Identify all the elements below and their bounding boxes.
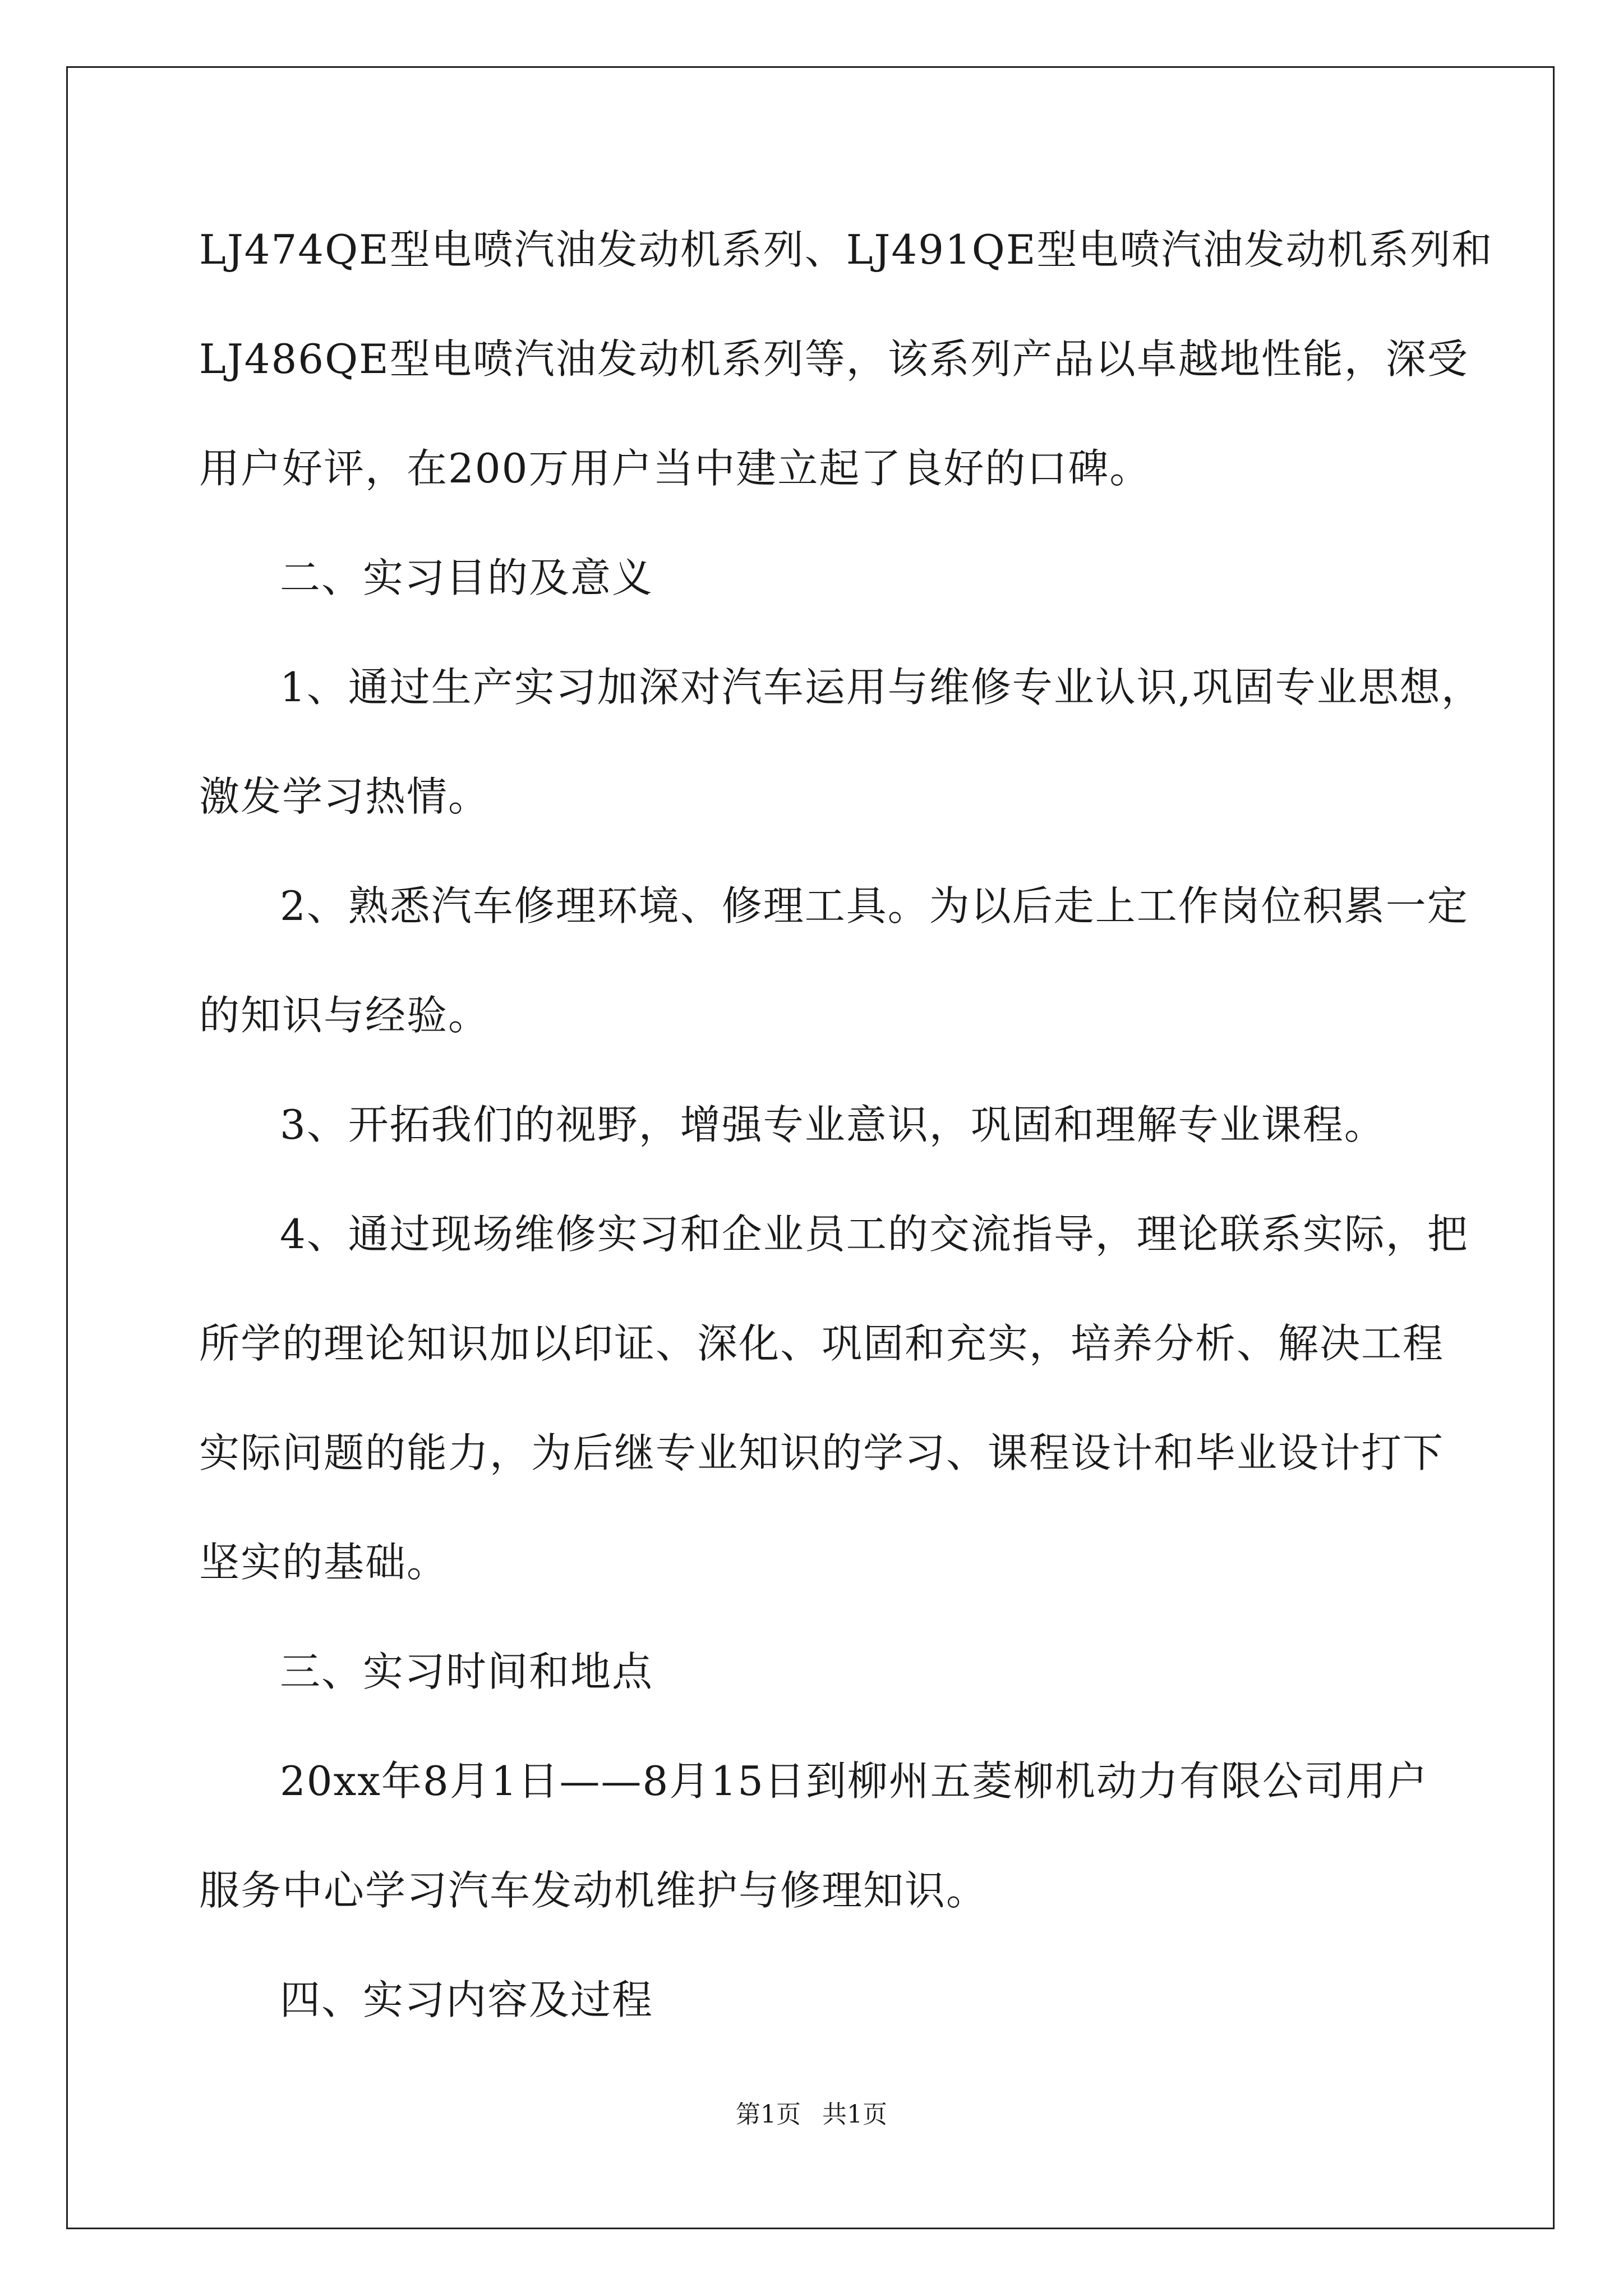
list-item-4-line-2: 所学的理论知识加以印证、深化、巩固和充实，培养分析、解决工程 [199,1320,1445,1367]
list-item-2-line-1: 2、熟悉汽车修理环境、修理工具。为以后走上工作岗位积累一定 [280,882,1469,930]
section-heading-4: 四、实习内容及过程 [280,1976,654,2023]
section-heading-2: 二、实习目的及意义 [280,554,654,601]
paragraph-1-line-1: LJ474QE型电喷汽油发动机系列、LJ491QE型电喷汽油发动机系列和 [199,226,1493,273]
page-number: 第1页 [736,2100,801,2129]
section-heading-3: 三、实习时间和地点 [280,1648,654,1695]
list-item-1-line-1: 1、通过生产实习加深对汽车运用与维修专业认识,巩固专业思想， [280,664,1483,711]
page-total: 共1页 [822,2100,887,2129]
list-item-4-line-4: 坚实的基础。 [199,1539,449,1586]
list-item-4-line-3: 实际问题的能力，为后继专业知识的学习、课程设计和毕业设计打下 [199,1429,1445,1476]
time-place-line-1: 20xx年8月1日——8月15日到柳州五菱柳机动力有限公司用户 [280,1757,1428,1805]
time-place-line-2: 服务中心学习汽车发动机维护与修理知识。 [199,1867,988,1914]
paragraph-1-line-2: LJ486QE型电喷汽油发动机系列等，该系列产品以卓越地性能，深受 [199,335,1469,383]
paragraph-1-line-3: 用户好评，在200万用户当中建立起了良好的口碑。 [199,445,1151,492]
list-item-2-line-2: 的知识与经验。 [199,992,490,1039]
list-item-3-line-1: 3、开拓我们的视野，增强专业意识，巩固和理解专业课程。 [280,1101,1386,1148]
list-item-4-line-1: 4、通过现场维修实习和企业员工的交流指导，理论联系实际，把 [280,1211,1469,1258]
list-item-1-line-2: 激发学习热情。 [199,773,490,820]
page-footer [0,2098,1623,2132]
